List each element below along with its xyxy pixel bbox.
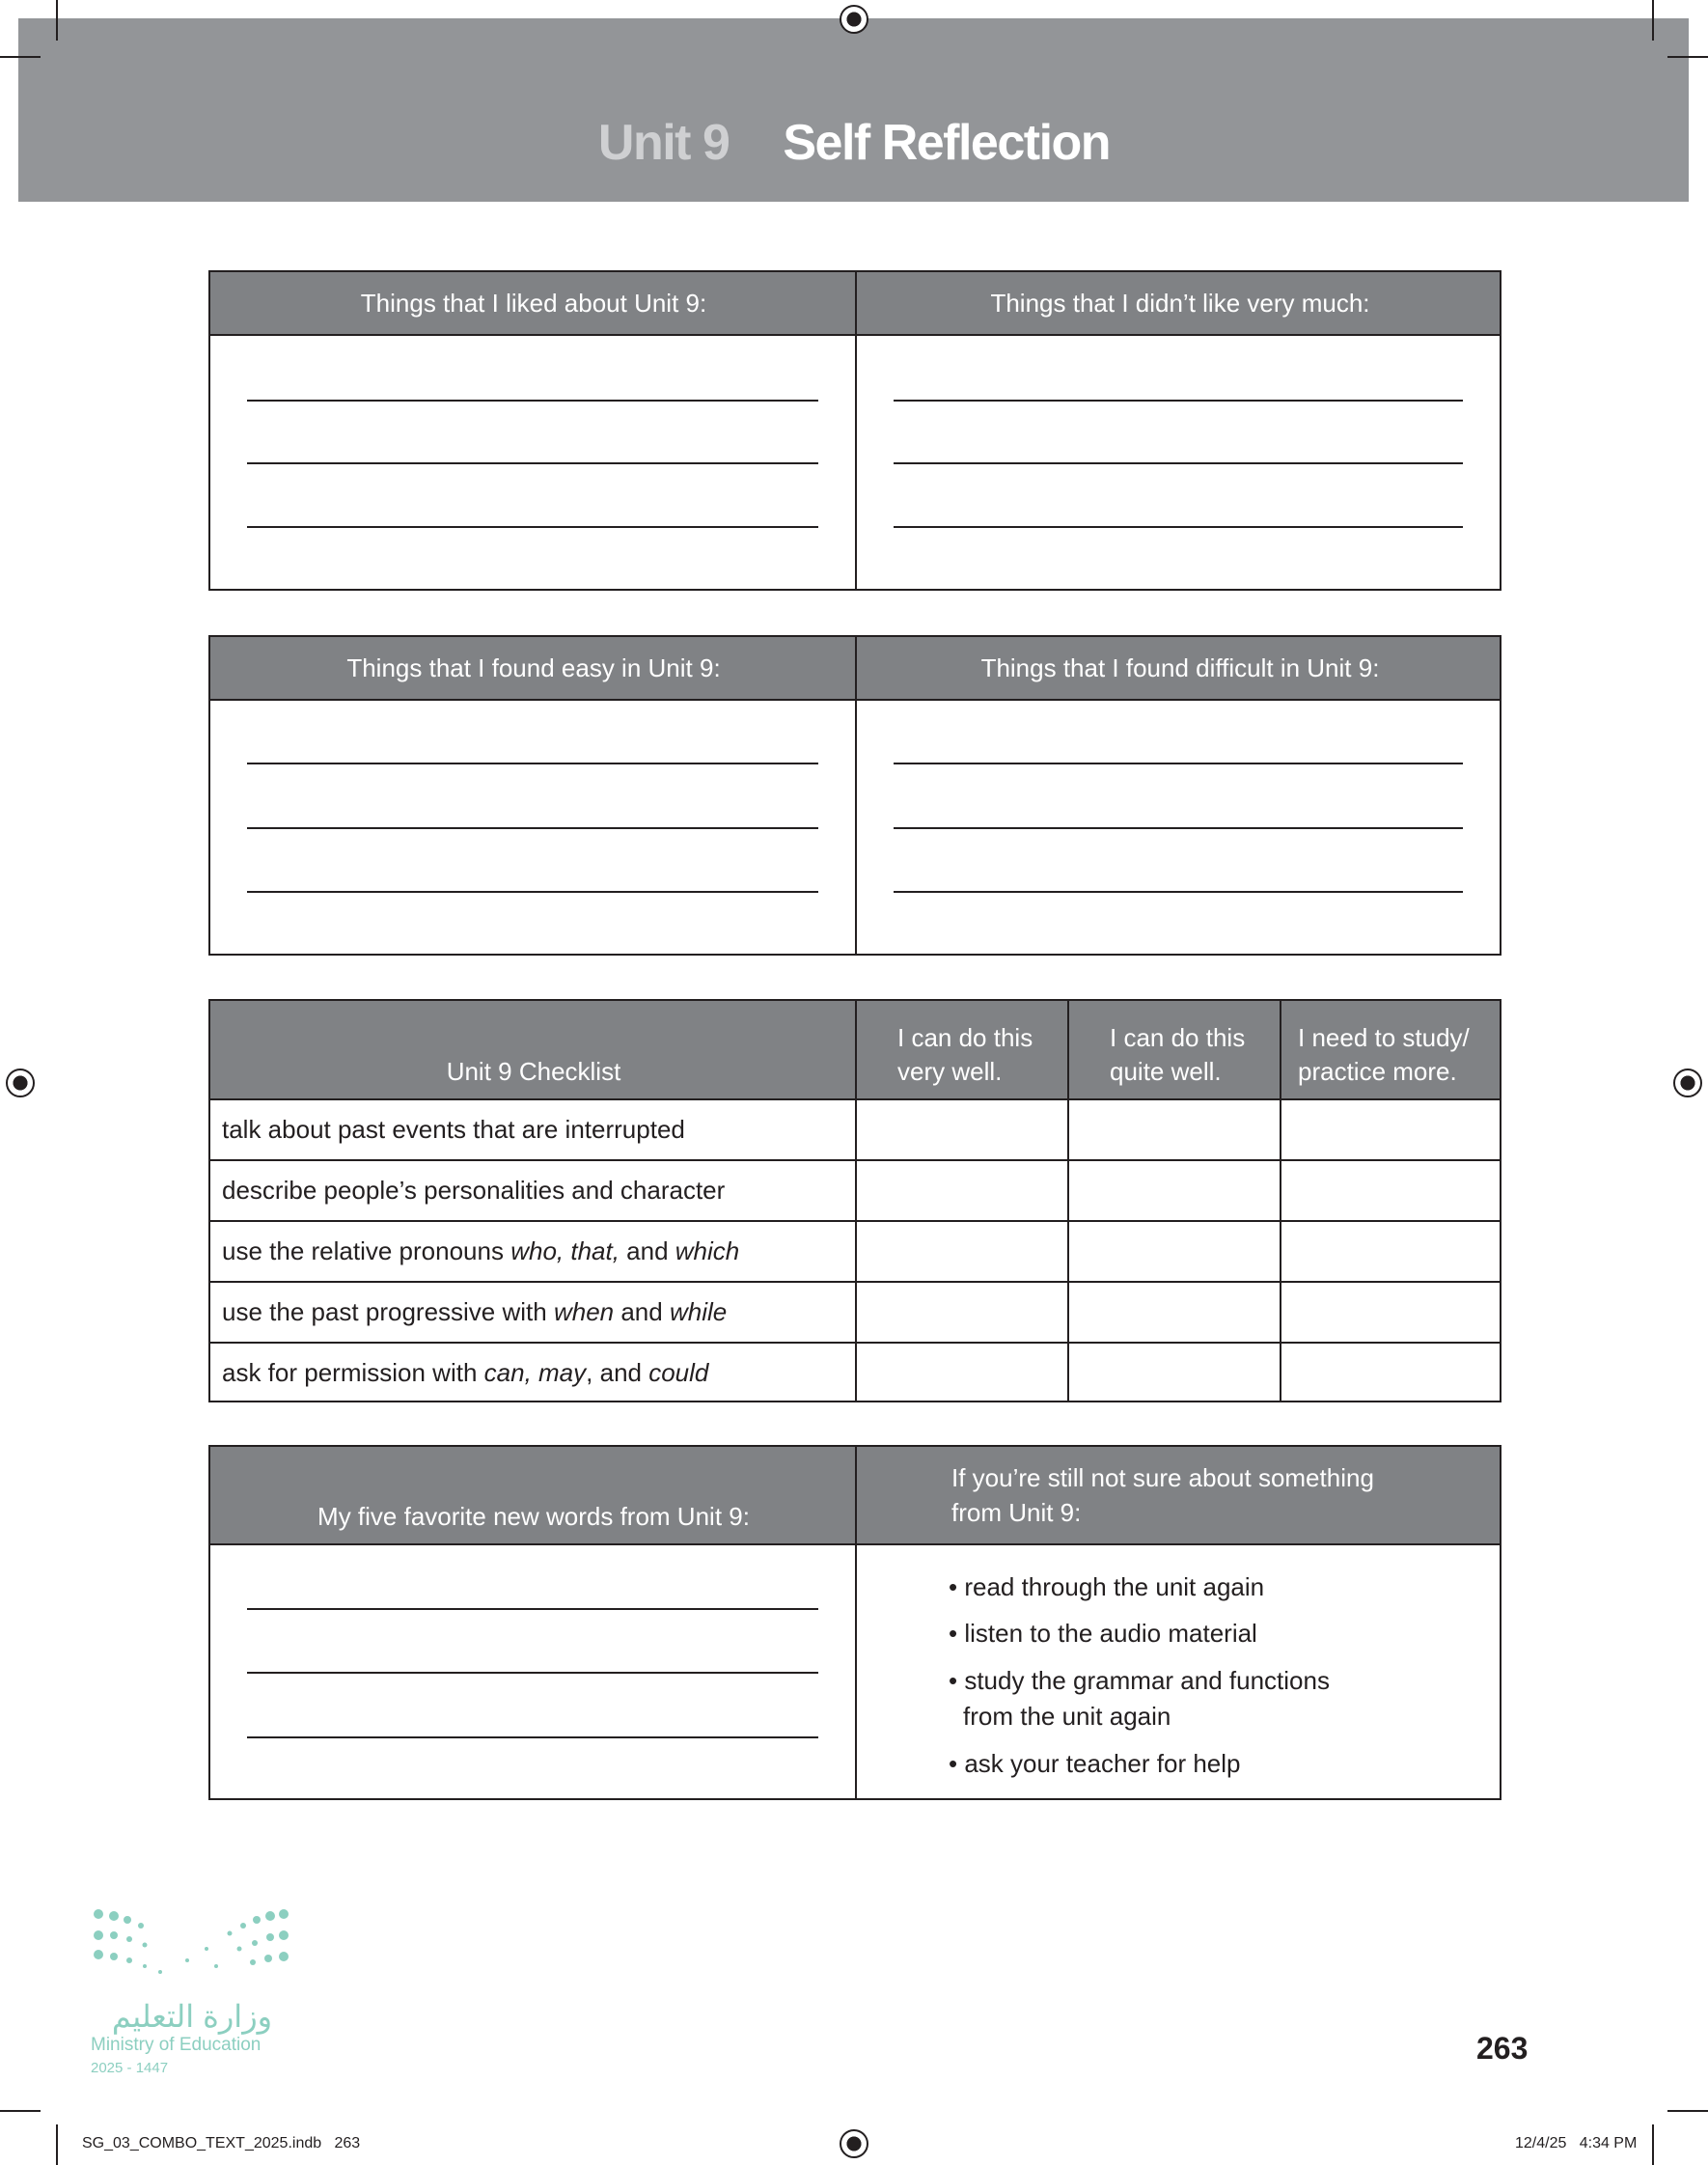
tip-item: • study the grammar and functions (949, 1666, 1330, 1695)
registration-mark-icon (1673, 1069, 1702, 1097)
writing-line[interactable] (247, 891, 818, 893)
easy-difficult-table (208, 635, 1501, 956)
liked-table (208, 270, 1501, 591)
registration-mark-icon (840, 2129, 868, 2158)
crop-mark (0, 2110, 41, 2112)
crop-mark (1667, 56, 1708, 58)
tip-item: • ask your teacher for help (949, 1749, 1241, 1778)
difficult-header: Things that I found difficult in Unit 9: (980, 652, 1380, 682)
checklist-row[interactable]: ask for permission with can, may , and could (210, 1342, 1500, 1402)
favorite-words-header: My five favorite new words from Unit 9: (317, 1502, 750, 1531)
logo-dots-icon (91, 1906, 293, 1993)
col-quite-well: I can do this quite well. (1110, 1023, 1246, 1086)
col-study-more: I need to study/ practice more. (1298, 1023, 1470, 1086)
checklist-row[interactable]: use the past progressive with when and while (210, 1281, 1500, 1342)
writing-line[interactable] (247, 462, 818, 464)
tip-item: from the unit again (963, 1702, 1171, 1731)
crop-mark (1652, 2124, 1654, 2165)
checklist-row[interactable]: use the relative pronouns who, that, and which (210, 1220, 1500, 1281)
crop-mark (56, 2124, 58, 2165)
crop-mark (1667, 2110, 1708, 2112)
crop-mark (1652, 0, 1654, 41)
checklist-row[interactable]: describe people’s personalities and character (210, 1159, 1500, 1220)
not-sure-header: If you’re still not sure about something from Unit 9: (951, 1463, 1374, 1527)
writing-line[interactable] (894, 400, 1463, 402)
writing-line[interactable] (247, 400, 818, 402)
page-title: Unit 9 Self Reflection (597, 115, 1111, 171)
crop-mark (0, 56, 41, 58)
ministry-logo: وزارة التعليم Ministry of Education 2025 - 1447 (91, 1906, 293, 2080)
page-number: 263 (1476, 2031, 1529, 2066)
liked-header: Things that I liked about Unit 9: (360, 288, 707, 318)
checklist-table (208, 999, 1501, 1402)
easy-header: Things that I found easy in Unit 9: (346, 652, 721, 682)
writing-line[interactable] (894, 827, 1463, 829)
writing-line[interactable] (247, 1736, 818, 1738)
col-very-well: I can do this very well. (897, 1023, 1033, 1086)
writing-line[interactable] (247, 827, 818, 829)
writing-line[interactable] (247, 1672, 818, 1674)
footer-file: SG_03_COMBO_TEXT_2025.indb 263 (82, 2135, 361, 2151)
tip-item: • listen to the audio material (949, 1619, 1257, 1648)
writing-line[interactable] (894, 462, 1463, 464)
writing-line[interactable] (247, 763, 818, 764)
favorite-words-table (208, 1445, 1501, 1800)
crop-mark (56, 0, 58, 41)
writing-line[interactable] (894, 526, 1463, 528)
tip-item: • read through the unit again (949, 1572, 1265, 1601)
registration-mark-icon (840, 5, 868, 34)
footer-date: 12/4/25 4:34 PM (1515, 2135, 1638, 2151)
checklist-row[interactable]: talk about past events that are interrupted (210, 1098, 1500, 1159)
registration-mark-icon (6, 1069, 35, 1097)
header-band (18, 18, 1689, 202)
checklist-title: Unit 9 Checklist (446, 1057, 621, 1086)
writing-line[interactable] (247, 526, 818, 528)
disliked-header: Things that I didn’t like very much: (990, 288, 1370, 318)
writing-line[interactable] (894, 891, 1463, 893)
writing-line[interactable] (894, 763, 1463, 764)
writing-line[interactable] (247, 1608, 818, 1610)
